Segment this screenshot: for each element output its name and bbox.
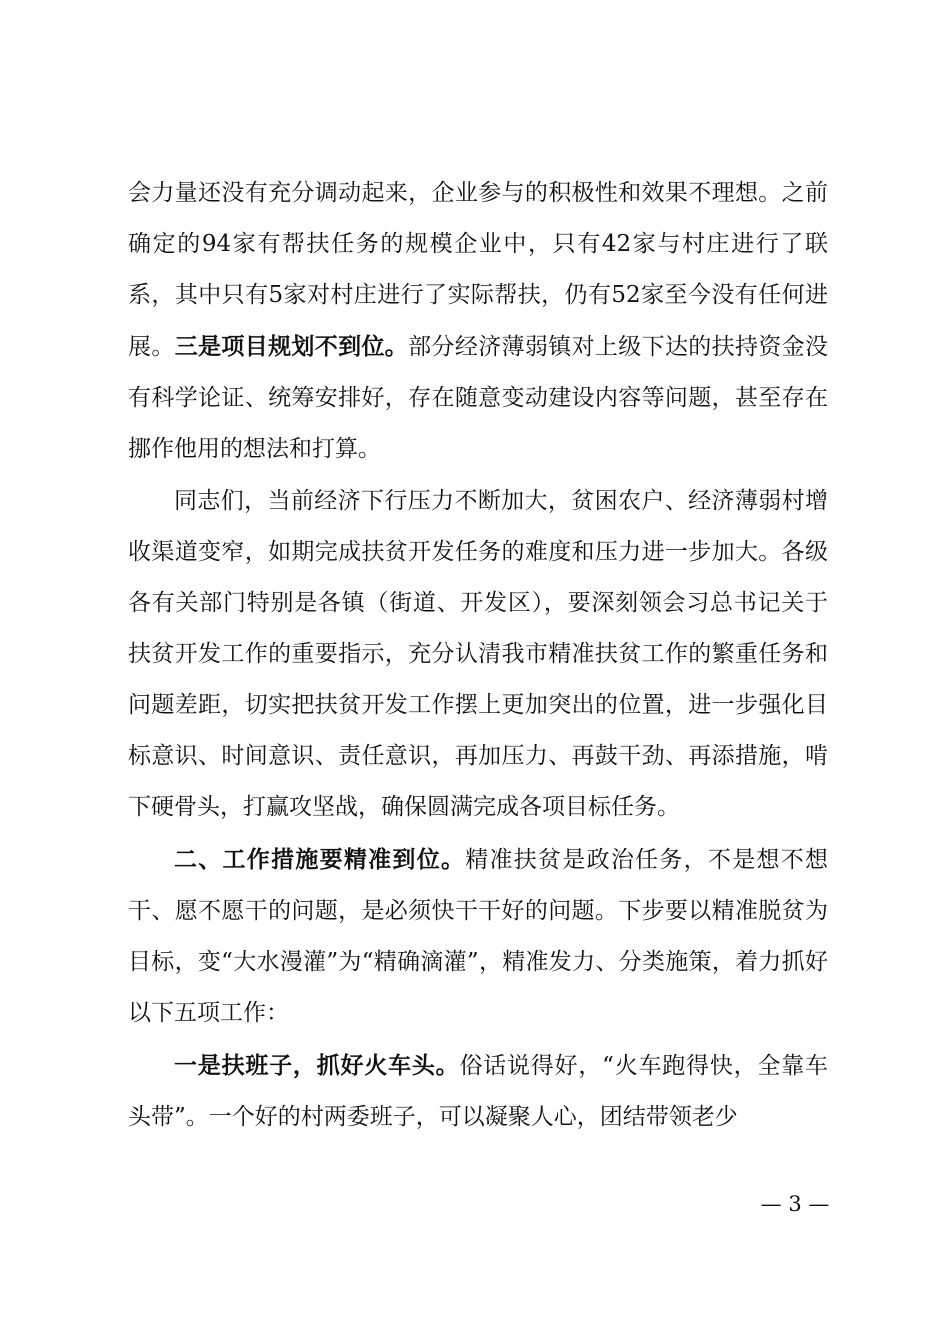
paragraph-2-text: 同志们，当前经济下行压力不断加大，贫困农户、经济薄弱村增收渠道变窄，如期完成扶贫开发任务的难度和压力进一步加大。各级各有关部门特别是各镇（街道、开发区），要深刻领会习总书记关于扶贫开发工作的重要指示，充分认清我市精准扶贫工作的繁重任务和问题差距，切实把扶贫开发工作摆上更加突出的位置，进一步强化目标意识、时间意识、责任意识，再加压力、再鼓干劲、再添措施，啃下硬骨头，打赢攻坚战，确保圆满完成各项目标任务。: [128, 488, 828, 820]
paragraph-3-heading: 二、工作措施要精准到位。: [174, 846, 466, 873]
paragraph-4-heading: 一是扶班子，抓好火车头。: [174, 1052, 460, 1079]
paragraph-3-text: 精准扶贫是政治任务，不是想不想干、愿不愿干的问题，是必须快干干好的问题。下步要以精准脱贫为目标，变“大水漫灌”为“精确滴灌”，精准发力、分类施策，着力抓好以下五项工作：: [128, 847, 829, 1026]
paragraph-1-text-b: 部分经济薄弱镇对上级下达的扶持资金没有科学论证、统筹安排好，存在随意变动建设内容等问题，甚至存在挪作他用的想法和打算。: [128, 334, 829, 462]
paragraph-1-heading: 三是项目规划不到位。: [174, 333, 409, 360]
paragraph-2: [128, 476, 828, 833]
document-body: [128, 168, 828, 1143]
paragraph-1: [128, 168, 828, 475]
paragraph-4-text: 俗话说得好，“火车跑得快，全靠车头带”。一个好的村两委班子，可以凝聚人心，团结带领老少: [128, 1053, 828, 1130]
paragraph-1-text-a: 会力量还没有充分调动起来，企业参与的积极性和效果不理想。之前确定的94家有帮扶任务的规模企业中，只有42家与村庄进行了联系，其中只有5家对村庄进行了实际帮扶，仍有52家至今没有任何进展。: [128, 180, 828, 360]
paragraph-4: [128, 1040, 828, 1143]
page-number: — 3 —: [760, 1192, 830, 1216]
paragraph-3: [128, 834, 828, 1039]
